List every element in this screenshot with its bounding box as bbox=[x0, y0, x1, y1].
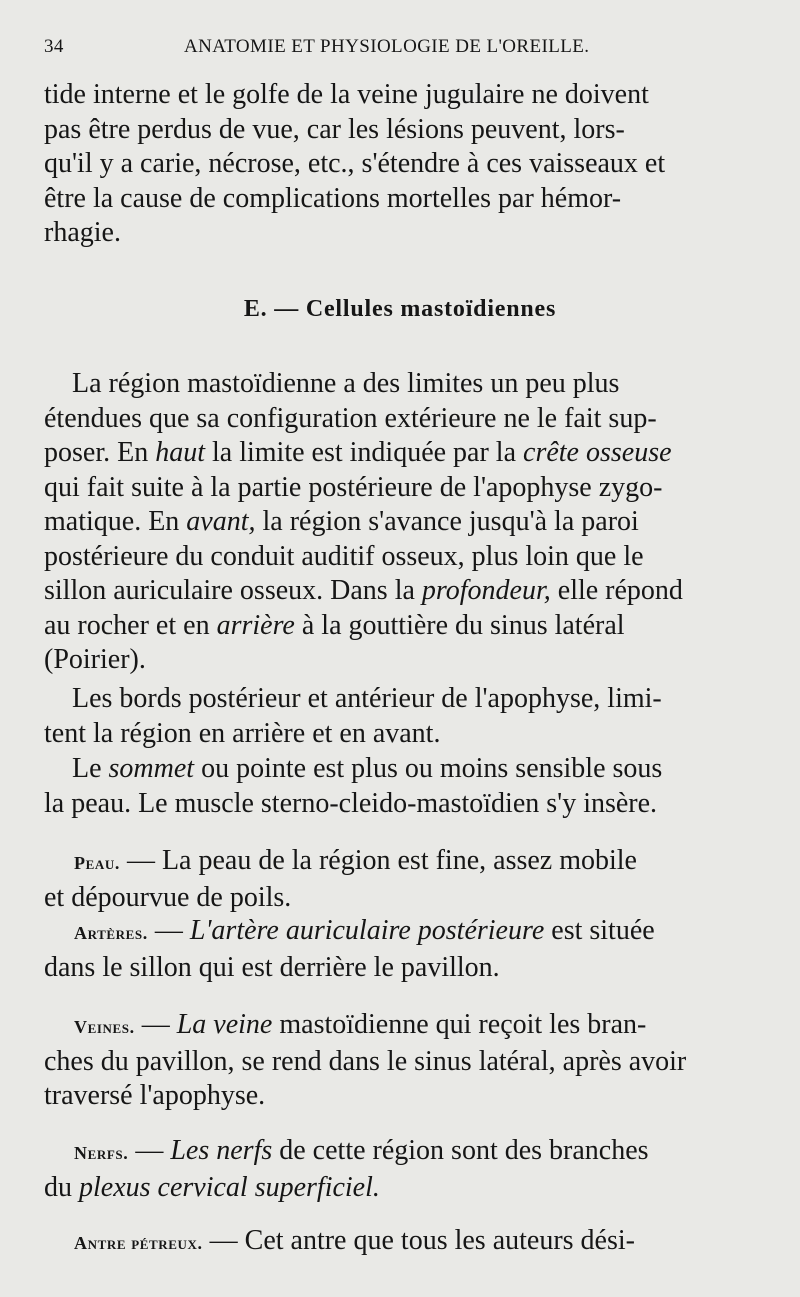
mastoid-region-paragraph bbox=[44, 367, 758, 678]
run-in-heading: Nerfs. bbox=[74, 1143, 129, 1163]
text-line: tent la région en arrière et en avant. bbox=[44, 717, 441, 749]
text-line: étendues que sa configuration extérieure ne le fait sup- bbox=[44, 402, 657, 434]
text-line: pas être perdus de vue, car les lésions peuvent, lors- bbox=[44, 113, 625, 145]
text-line: Artères. — L'artère auriculaire postérieure est située bbox=[74, 915, 655, 946]
intro-paragraph bbox=[44, 78, 758, 251]
text-line: sillon auriculaire osseux. Dans la profondeur, elle répond bbox=[44, 575, 683, 606]
text-line: qu'il y a carie, nécrose, etc., s'étendre à ces vaisseaux et bbox=[44, 148, 666, 179]
text-line: ches du pavillon, se rend dans le sinus latéral, après avoir bbox=[44, 1045, 687, 1077]
run-in-heading: Antre pétreux. bbox=[74, 1233, 203, 1253]
running-header bbox=[44, 36, 756, 62]
text-line: Peau. — La peau de la région est fine, assez mobile bbox=[74, 845, 637, 876]
text-line: La région mastoïdienne a des limites un peu plus bbox=[72, 368, 620, 399]
borders-paragraph bbox=[44, 682, 758, 751]
text-line: Veines. — La veine mastoïdienne qui reçoit les bran- bbox=[74, 1009, 647, 1040]
running-title: ANATOMIE ET PHYSIOLOGIE DE L'OREILLE. bbox=[184, 36, 590, 57]
page-number: 34 bbox=[44, 36, 64, 57]
run-in-heading: Veines. bbox=[74, 1017, 135, 1037]
petrous-antrum-paragraph bbox=[44, 1224, 758, 1261]
skin-paragraph bbox=[44, 844, 758, 915]
text-line: matique. En avant, la région s'avance jusqu'à la paroi bbox=[44, 506, 639, 537]
text-line: Le sommet ou pointe est plus ou moins sensible sous bbox=[72, 753, 663, 784]
text-line: poser. En haut la limite est indiquée par la crête osseuse bbox=[44, 437, 672, 468]
text-line: traversé l'apophyse. bbox=[44, 1080, 266, 1111]
text-line: la peau. Le muscle sterno-cleido-mastoïdien s'y insère. bbox=[44, 787, 658, 819]
run-in-heading: Artères. bbox=[74, 923, 148, 943]
text-line: au rocher et en arrière à la gouttière du sinus latéral bbox=[44, 609, 625, 641]
text-line: être la cause de complications mortelles par hémor- bbox=[44, 182, 622, 214]
text-line: (Poirier). bbox=[44, 644, 146, 675]
veins-paragraph bbox=[44, 1008, 758, 1114]
text-line: Nerfs. — Les nerfs de cette région sont des branches bbox=[74, 1135, 649, 1166]
text-line: Les bords postérieur et antérieur de l'apophyse, limi- bbox=[72, 683, 662, 714]
section-heading: E. — Cellules mastoïdiennes bbox=[243, 296, 557, 322]
text-line: tide interne et le golfe de la veine jugulaire ne doivent bbox=[44, 79, 649, 110]
text-line: postérieure du conduit auditif osseux, plus loin que le bbox=[44, 540, 644, 572]
run-in-heading: Peau. bbox=[74, 853, 120, 873]
text-line: rhagie. bbox=[44, 217, 121, 248]
text-line: et dépourvue de poils. bbox=[44, 881, 292, 913]
text-line: du plexus cervical superficiel. bbox=[44, 1171, 380, 1203]
arteries-paragraph bbox=[44, 914, 758, 985]
text-line: qui fait suite à la partie postérieure de l'apophyse zygo- bbox=[44, 471, 663, 503]
nerves-paragraph bbox=[44, 1134, 758, 1205]
text-line: Antre pétreux. — Cet antre que tous les auteurs dési- bbox=[74, 1225, 635, 1256]
summit-paragraph bbox=[44, 752, 758, 821]
text-line: dans le sillon qui est derrière le pavillon. bbox=[44, 951, 500, 983]
